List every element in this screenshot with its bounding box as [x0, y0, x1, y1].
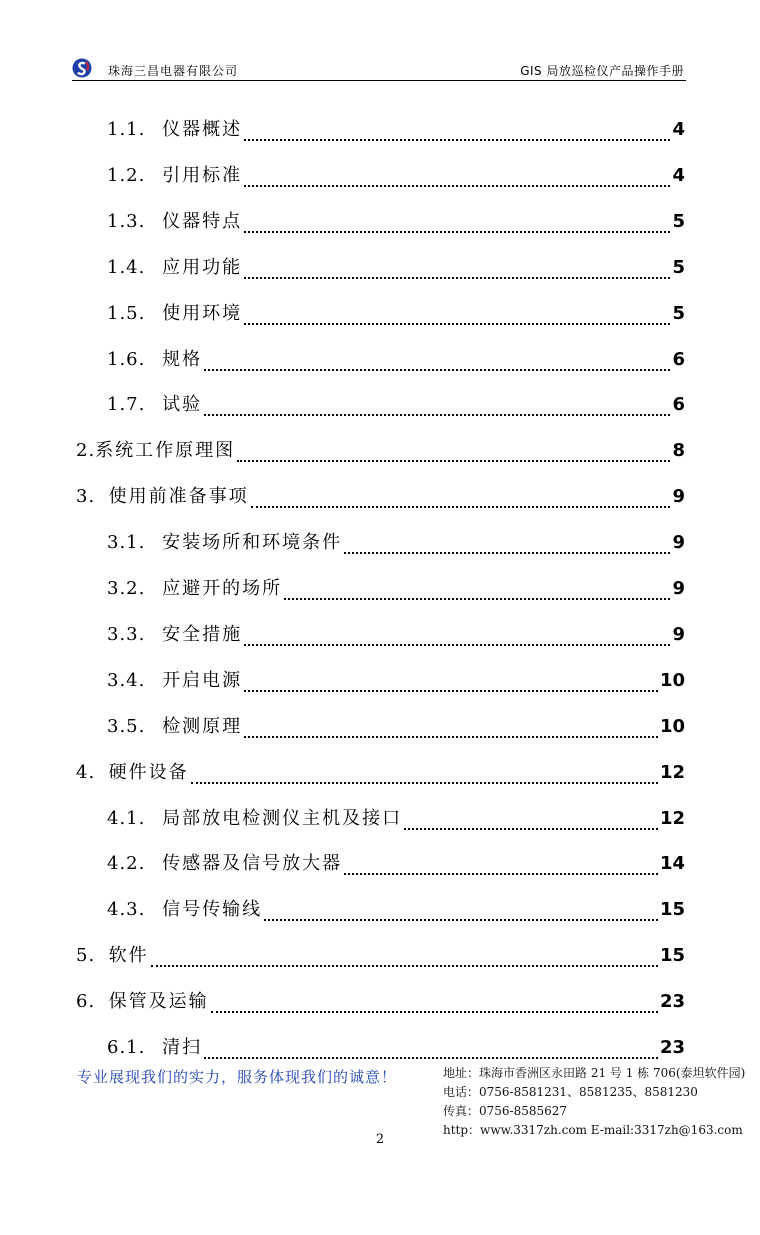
toc-entry-page: 10	[659, 715, 685, 737]
toc-entry[interactable]	[76, 941, 685, 971]
toc-leader-dots	[244, 644, 670, 646]
toc-entry-title: 软件	[108, 945, 149, 967]
toc-entry-title: 应避开的场所	[162, 578, 283, 599]
footer-phone: 电话：0756-8581231、8581235、8581230	[443, 1085, 698, 1099]
toc-entry-title: 使用前准备事项	[108, 486, 249, 508]
toc-leader-dots	[244, 139, 670, 141]
toc-leader-dots	[204, 414, 670, 416]
toc-entry-page: 9	[672, 532, 685, 554]
toc-entry-page: 6	[672, 348, 685, 370]
toc-entry-page: 14	[659, 853, 685, 875]
footer-web-email: http：www.3317zh.com E-mail:3317zh@163.com	[443, 1123, 743, 1137]
toc-leader-dots	[237, 460, 670, 462]
toc-entry[interactable]	[107, 207, 685, 237]
toc-entry-title: 规格	[162, 348, 203, 370]
toc-leader-dots	[284, 598, 670, 600]
toc-entry[interactable]	[107, 345, 685, 375]
toc-entry-title: 使用环境	[162, 302, 243, 324]
toc-entry[interactable]	[107, 804, 685, 834]
toc-entry[interactable]	[76, 436, 685, 466]
toc-entry[interactable]	[107, 712, 685, 742]
toc-entry-title: 安全措施	[162, 623, 243, 645]
toc-entry-number: 4.2.	[107, 853, 153, 875]
toc-entry-title: 仪器概述	[162, 119, 243, 140]
toc-entry-page: 10	[659, 669, 685, 691]
toc-entry-page: 15	[659, 945, 685, 967]
toc-entry-number: 5.	[76, 945, 109, 967]
toc-entry[interactable]	[107, 574, 685, 604]
toc-entry-number: 4.1.	[107, 807, 153, 829]
toc-entry[interactable]	[107, 115, 685, 145]
toc-entry-page: 9	[672, 486, 685, 508]
toc-leader-dots	[211, 1011, 658, 1013]
toc-entry-number: 3.2.	[107, 578, 153, 599]
toc-entry-number: 6.1.	[107, 1037, 153, 1058]
company-name: 珠海三昌电器有限公司	[108, 64, 239, 78]
toc-leader-dots	[244, 690, 658, 692]
toc-leader-dots	[344, 552, 670, 554]
toc-leader-dots	[244, 277, 670, 279]
toc-entry-title: 局部放电检测仪主机及接口	[162, 807, 403, 829]
toc-entry[interactable]	[107, 1033, 685, 1063]
toc-entry-number: 3.5.	[107, 715, 153, 737]
toc-entry-page: 5	[672, 256, 685, 278]
toc-leader-dots	[204, 1057, 658, 1059]
toc-entry-title: 传感器及信号放大器	[162, 853, 343, 875]
toc-leader-dots	[251, 506, 671, 508]
toc-entry[interactable]	[107, 299, 685, 329]
toc-entry-number: 4.3.	[107, 899, 153, 921]
toc-leader-dots	[344, 873, 658, 875]
toc-entry-number: 1.5.	[107, 302, 153, 324]
toc-entry-title: 清扫	[162, 1037, 203, 1058]
toc-entry-number: 6.	[76, 991, 109, 1013]
footer-contact	[443, 1064, 745, 1140]
toc-entry-title: 开启电源	[162, 669, 243, 691]
toc-entry[interactable]	[107, 528, 685, 558]
toc-entry-number: 1.6.	[107, 348, 153, 370]
toc-entry[interactable]	[107, 253, 685, 283]
toc-entry-number: 1.3.	[107, 210, 153, 232]
toc-leader-dots	[264, 919, 658, 921]
toc-entry-number: 3.4.	[107, 669, 153, 691]
toc-entry-title: 试验	[162, 394, 203, 416]
toc-leader-dots	[191, 782, 658, 784]
toc-entry-number: 3.3.	[107, 623, 153, 645]
toc-entry-title: 检测原理	[162, 715, 243, 737]
toc-entry-page: 12	[659, 807, 685, 829]
document-title: GIS 局放巡检仪产品操作手册	[520, 64, 684, 78]
toc-entry[interactable]	[76, 758, 685, 788]
toc-entry-title: 引用标准	[162, 164, 243, 186]
toc-entry-title: 信号传输线	[162, 899, 263, 921]
page-number: 2	[375, 1132, 385, 1147]
toc-entry-page: 6	[672, 394, 685, 416]
toc-entry-page: 15	[659, 899, 685, 921]
header-divider	[72, 80, 686, 81]
toc-leader-dots	[151, 965, 658, 967]
toc-entry-number: 1.1.	[107, 119, 153, 140]
toc-entry-page: 8	[672, 440, 685, 462]
toc-entry[interactable]	[107, 161, 685, 191]
toc-entry-page: 9	[672, 623, 685, 645]
toc-entry-number: 4.	[76, 761, 109, 783]
toc-entry-page: 5	[672, 210, 685, 232]
toc-leader-dots	[404, 828, 658, 830]
footer-fax: 传真：0756-8585627	[443, 1104, 568, 1118]
toc-entry-number: 3.	[76, 486, 109, 508]
footer-slogan: 专业展现我们的实力，服务体现我们的诚意！	[77, 1068, 398, 1086]
toc-entry[interactable]	[107, 390, 685, 420]
toc-entry-title: 应用功能	[162, 256, 243, 278]
toc-entry-page: 9	[672, 578, 685, 599]
toc-entry-title: 系统工作原理图	[95, 440, 236, 462]
toc-entry[interactable]	[107, 849, 685, 879]
toc-entry[interactable]	[76, 482, 685, 512]
toc-entry[interactable]	[107, 620, 685, 650]
toc-entry-page: 4	[672, 164, 685, 186]
toc-entry[interactable]	[76, 987, 685, 1017]
toc-leader-dots	[244, 185, 670, 187]
toc-entry-number: 1.7.	[107, 394, 153, 416]
toc-entry[interactable]	[107, 895, 685, 925]
toc-entry-page: 23	[659, 1037, 685, 1058]
toc-entry-title: 安装场所和环境条件	[162, 532, 343, 554]
toc-entry-title: 保管及运输	[108, 991, 209, 1013]
toc-entry-page: 5	[672, 302, 685, 324]
toc-leader-dots	[244, 231, 670, 233]
toc-leader-dots	[244, 736, 658, 738]
toc-entry[interactable]	[107, 666, 685, 696]
toc-leader-dots	[244, 323, 670, 325]
toc-entry-page: 4	[672, 119, 685, 140]
company-logo-icon	[72, 58, 92, 78]
toc-entry-page: 23	[659, 991, 685, 1013]
toc-entry-title: 硬件设备	[108, 761, 189, 783]
toc-entry-page: 12	[659, 761, 685, 783]
toc-entry-number: 1.4.	[107, 256, 153, 278]
toc-leader-dots	[204, 369, 670, 371]
footer-address: 地址：珠海市香洲区永田路 21 号 1 栋 706(泰坦软件园)	[443, 1066, 746, 1080]
toc-entry-title: 仪器特点	[162, 210, 243, 232]
toc-entry-number: 1.2.	[107, 164, 153, 186]
page-header	[72, 56, 686, 82]
toc-entry-number: 3.1.	[107, 532, 153, 554]
toc-entry-number: 2.	[76, 440, 96, 462]
